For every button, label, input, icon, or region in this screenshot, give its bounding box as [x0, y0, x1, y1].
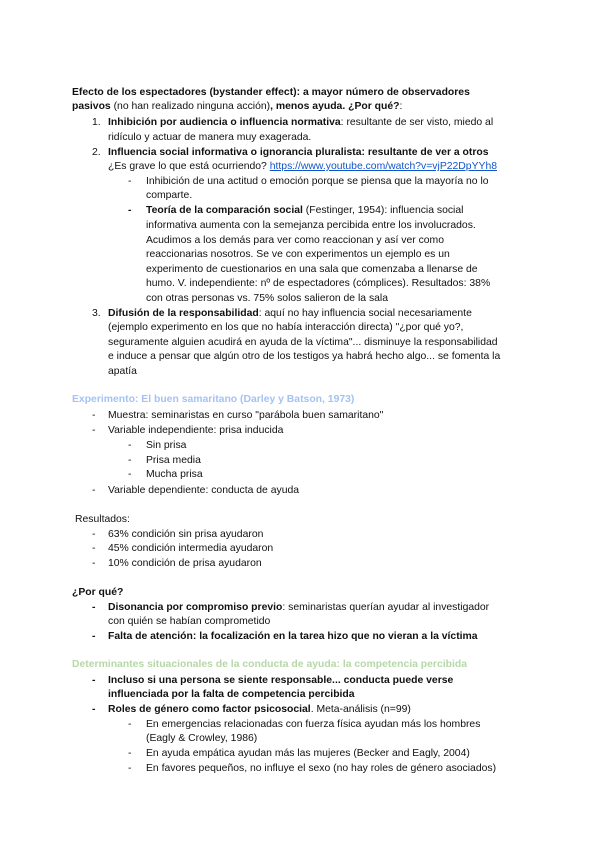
determinant-sub-2: En ayuda empática ayudan más las mujeres (Becker and Eagly, 2004) — [146, 748, 470, 759]
item-2-sub-1-line-2: comparte. — [146, 190, 193, 201]
item-3-line-2: (ejemplo experimento en los que no había interacción directa) "¿por qué yo?, — [108, 322, 464, 333]
item-2-question: ¿Es grave lo que está ocurriendo? https://www.youtube.com/watch?v=vjP22DpYYh8 — [108, 161, 498, 172]
item-3-line-1: Difusión de la responsabilidad: aquí no hay influencia social necesariamente — [108, 308, 472, 319]
item-2-sub-2-line-3: Acudimos a los demás para ver como reaccionan y así ver como — [146, 235, 444, 246]
bullet-dash: - — [92, 558, 96, 569]
result-item: 10% condición de prisa ayudaron — [108, 558, 262, 569]
item-3-number: 3. — [92, 308, 101, 319]
item-2-sub-2-line-2: informativa aumenta con la semejanza percibida entre los involucrados. — [146, 220, 476, 231]
result-item: 45% condición intermedia ayudaron — [108, 543, 274, 554]
bullet-dash: - — [128, 469, 132, 480]
item-1-line-1: Inhibición por audiencia o influencia normativa: resultante de ser visto, miedo al — [108, 117, 494, 128]
bullet-dash: - — [128, 748, 132, 759]
item-2-sub-2-line-4: reaccionarias nosotros. Se ve con experimentos un ejemplo es un — [146, 249, 450, 260]
bullet-dash: - — [92, 602, 96, 613]
why-item-1-line-2: con quién se habían comprometido — [108, 616, 271, 627]
vi-item: Sin prisa — [146, 440, 187, 451]
results-label: Resultados: — [75, 514, 130, 525]
item-3-line-4: e induce a pensar que algún otro de los testigos ya habrá hecho algo... se fomenta la — [108, 351, 501, 362]
determinant-1-line-1: Incluso si una persona se siente responsable... conducta puede verse — [108, 675, 454, 686]
bullet-dash: - — [128, 455, 132, 466]
vi-item: Prisa media — [146, 455, 201, 466]
determinant-sub-3: En favores pequeños, no influye el sexo (no hay roles de género asociados) — [146, 763, 497, 774]
result-item: 63% condición sin prisa ayudaron — [108, 529, 264, 540]
experiment-sample: Muestra: seminaristas en curso "parábola buen samaritano" — [108, 410, 384, 421]
youtube-link[interactable]: https://www.youtube.com/watch?v=vjP22DpYYh8 — [269, 161, 498, 172]
bullet-dash: - — [92, 543, 96, 554]
why-heading: ¿Por qué? — [72, 587, 124, 598]
item-2-sub-2-line-1: Teoría de la comparación social (Festinger, 1954): influencia social — [146, 205, 464, 216]
intro-line-1: Efecto de los espectadores (bystander effect): a mayor número de observadores — [72, 87, 470, 98]
bullet-dash: - — [128, 763, 132, 774]
item-2-title: Influencia social informativa o ignorancia pluralista: resultante de ver a otros — [108, 147, 489, 158]
determinant-1-line-2: influenciada por la falta de competencia percibida — [108, 689, 355, 700]
item-2-sub-2-line-6: humo. V. independiente: nº de espectadores (cómplices). Resultados: 38% — [146, 278, 491, 289]
bullet-dash: - — [128, 719, 132, 730]
item-3-line-3: seguramente alguien acudirá en ayuda de la víctima"... disminuye la responsabilidad — [108, 337, 498, 348]
intro-line-2: pasivos (no han realizado ninguna acción), menos ayuda. ¿Por qué?: — [72, 101, 403, 112]
bullet-dash: - — [92, 704, 96, 715]
determinants-heading: Determinantes situacionales de la conducta de ayuda: la competencia percibida — [72, 659, 467, 670]
bullet-dash: - — [92, 410, 96, 421]
bullet-dash: - — [92, 485, 96, 496]
experiment-independent-variable: Variable independiente: prisa inducida — [108, 425, 284, 436]
item-1-number: 1. — [92, 117, 101, 128]
experiment-dependent-variable: Variable dependiente: conducta de ayuda — [108, 485, 300, 496]
item-2-sub-1-line-1: Inhibición de una actitud o emoción porque se piensa que la mayoría no lo — [146, 176, 489, 187]
bullet-dash: - — [128, 176, 132, 187]
determinant-sub-1-line-2: (Eagly & Crowley, 1986) — [146, 733, 258, 744]
bullet-dash: - — [128, 440, 132, 451]
vi-item: Mucha prisa — [146, 469, 203, 480]
item-2-sub-2-line-5: experimento de cuestionarios en una sala que comenzaba a llenarse de — [146, 264, 478, 275]
item-2-sub-2-line-7: con otras personas vs. 75% solos salieron de la sala — [146, 293, 389, 304]
item-3-line-5: apatía — [108, 366, 137, 377]
why-item-1-line-1: Disonancia por compromiso previo: seminaristas querían ayudar al investigador — [108, 602, 490, 613]
bullet-dash: - — [92, 631, 96, 642]
determinant-2: Roles de género como factor psicosocial. Meta-análisis (n=99) — [108, 704, 411, 715]
why-item-2: Falta de atención: la focalización en la tarea hizo que no vieran a la víctima — [108, 631, 478, 642]
item-2-number: 2. — [92, 147, 101, 158]
bullet-dash: - — [92, 425, 96, 436]
item-1-line-2: ridículo y actuar de manera muy exagerada. — [108, 132, 312, 143]
experiment-heading: Experimento: El buen samaritano (Darley y Batson, 1973) — [72, 394, 355, 405]
determinant-sub-1-line-1: En emergencias relacionadas con fuerza física ayudan más los hombres — [146, 719, 481, 730]
bullet-dash: - — [92, 529, 96, 540]
bullet-dash: - — [92, 675, 96, 686]
bullet-dash: - — [128, 205, 132, 216]
